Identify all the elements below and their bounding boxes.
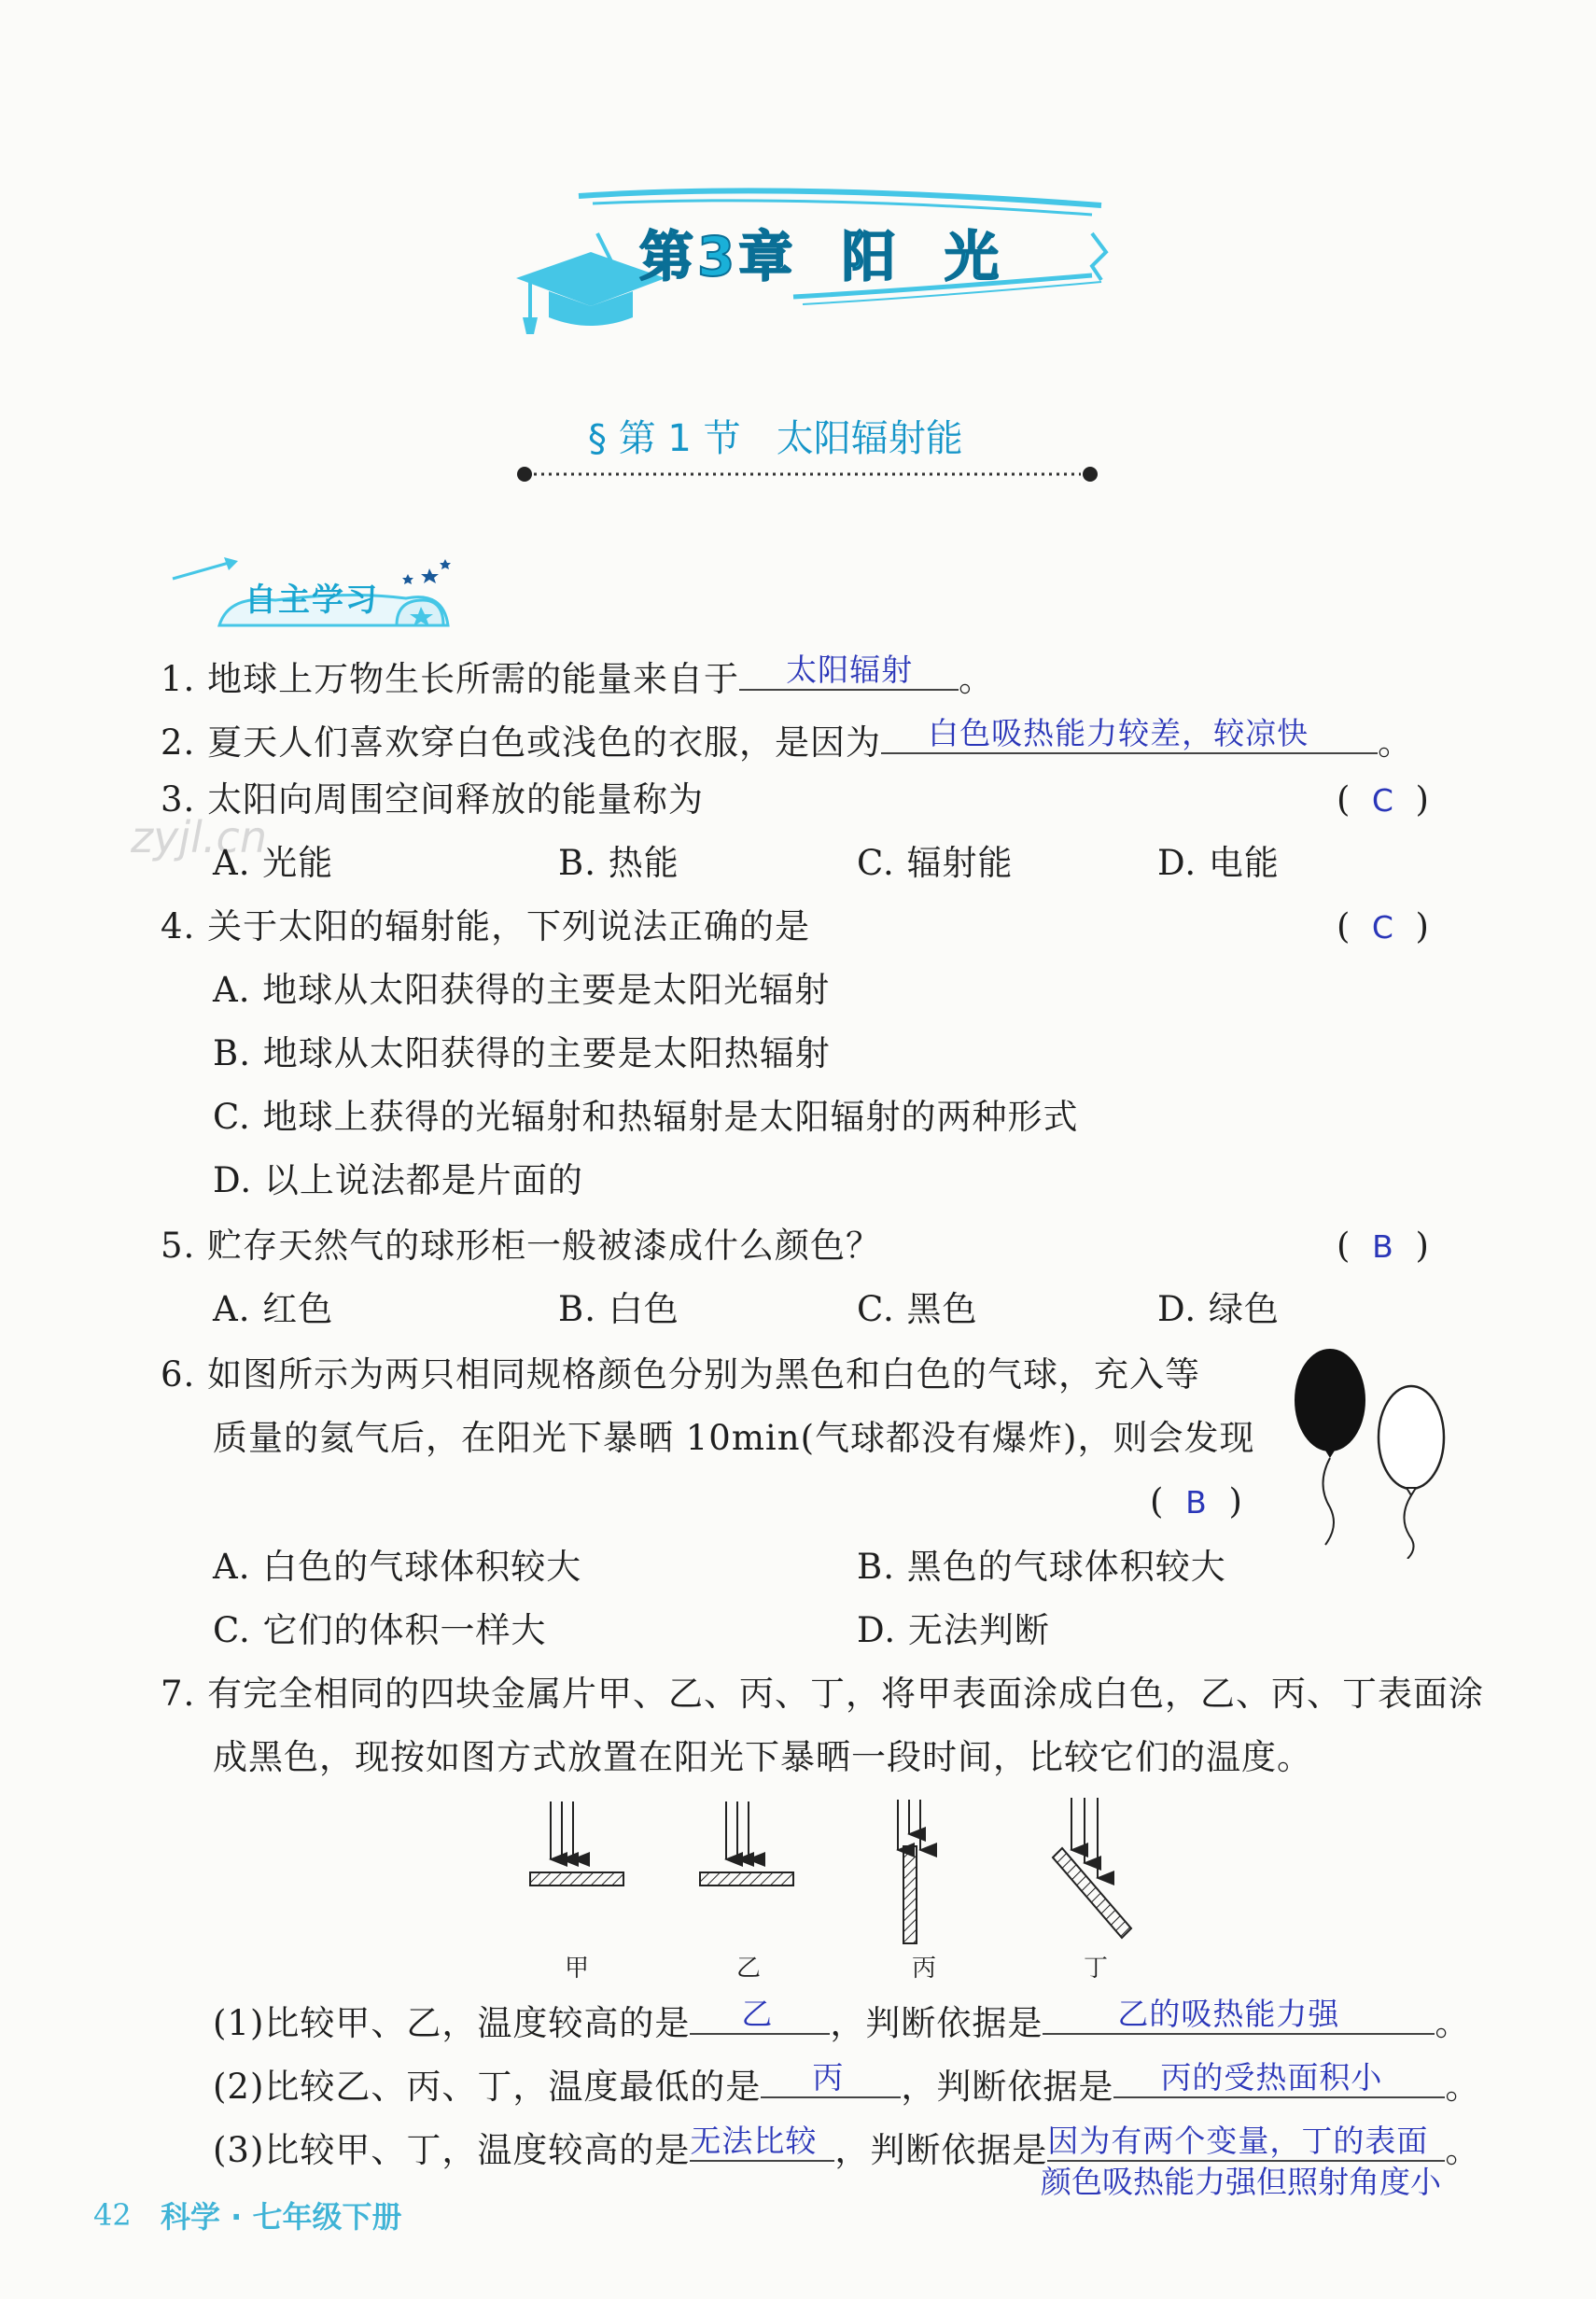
question-7-sub-3-answer-3: 颜色吸热能力强但照射角度小 xyxy=(1041,2164,1441,2200)
question-1-blank xyxy=(739,652,959,691)
question-4-answer: C xyxy=(1371,909,1393,946)
question-6-line-2: 质量的氦气后，在阳光下暴晒 10min(气球都没有爆炸)，则会发现 xyxy=(213,1418,1255,1458)
question-3: 3. 太阳向周围空间释放的能量称为 xyxy=(161,779,705,820)
question-6-option-b: B. 黑色的气球体积较大 xyxy=(857,1547,1226,1587)
question-4-option-c: C. 地球上获得的光辐射和热辐射是太阳辐射的两种形式 xyxy=(213,1097,1079,1137)
figure-label-ding: 丁 xyxy=(1083,1955,1108,1983)
question-5-option-c: C. 黑色 xyxy=(857,1289,978,1329)
figure-label-yi: 乙 xyxy=(735,1955,761,1983)
question-3-option-b: B. 热能 xyxy=(558,843,679,883)
question-1-text: 1. 地球上万物生长所需的能量来自于 xyxy=(161,659,740,699)
question-3-option-c: C. 辐射能 xyxy=(857,843,1014,883)
question-5: 5. 贮存天然气的球形柜一般被漆成什么颜色？ xyxy=(161,1226,882,1266)
question-5-option-b: B. 白色 xyxy=(558,1289,679,1329)
question-5-answer-paren: ( B ) xyxy=(1337,1226,1429,1266)
question-2-text: 2. 夏天人们喜欢穿白色或浅色的衣服，是因为 xyxy=(161,722,882,763)
question-7-line-1: 7. 有完全相同的四块金属片甲、乙、丙、丁，将甲表面涂成白色，乙、丙、丁表面涂 xyxy=(161,1674,1485,1714)
question-6-option-d: D. 无法判断 xyxy=(857,1610,1050,1650)
question-7-sub-3: (3)比较甲、丁，温度较高的是 无法比较 ，判断依据是 因为有两个变量，丁的表面 。 xyxy=(213,2123,1481,2170)
question-4-option-a: A. 地球从太阳获得的主要是太阳光辐射 xyxy=(213,970,831,1010)
question-1-answer: 太阳辐射 xyxy=(786,652,914,688)
question-5-option-a: A. 红色 xyxy=(213,1289,334,1329)
question-5-option-d: D. 绿色 xyxy=(1157,1289,1280,1329)
question-2-answer: 白色吸热能力较差，较凉快 xyxy=(928,715,1309,751)
question-7-sub-3-blank-1 xyxy=(690,2123,834,2162)
chapter-title: 第3章 阳 光 xyxy=(639,225,1003,288)
question-7-sub-3-answer-1: 无法比较 xyxy=(690,2123,818,2159)
question-6-answer: B xyxy=(1185,1484,1207,1521)
plate-jia xyxy=(530,1801,623,1885)
question-7-sub-1-blank-2 xyxy=(1043,1996,1435,2035)
question-6-answer-paren: ( B ) xyxy=(1150,1481,1242,1521)
plate-ding xyxy=(1053,1798,1131,1938)
question-2: 2. 夏天人们喜欢穿白色或浅色的衣服，是因为 白色吸热能力较差，较凉快 。 xyxy=(161,715,1414,763)
question-7-sub-3-blank-2 xyxy=(1047,2123,1445,2162)
question-7-sub-3-answer-2: 因为有两个变量，丁的表面 xyxy=(1047,2123,1429,2159)
question-4-answer-paren: ( C ) xyxy=(1337,906,1429,946)
question-7-sub-2: (2)比较乙、丙、丁，温度最低的是 丙 ，判断依据是 丙的受热面积小 。 xyxy=(213,2059,1481,2107)
question-4-option-d: D. 以上说法都是片面的 xyxy=(213,1160,583,1200)
question-3-answer-paren: ( C ) xyxy=(1337,779,1429,820)
question-7-sub-2-blank-2 xyxy=(1113,2059,1445,2098)
question-3-answer: C xyxy=(1371,782,1393,819)
question-4: 4. 关于太阳的辐射能，下列说法正确的是 xyxy=(161,906,811,946)
question-1: 1. 地球上万物生长所需的能量来自于 太阳辐射 。 xyxy=(161,652,995,699)
question-3-option-d: D. 电能 xyxy=(1157,843,1280,883)
white-balloon xyxy=(1379,1386,1444,1559)
section-divider xyxy=(513,463,1101,485)
question-2-blank xyxy=(881,715,1378,754)
question-7-sub-2-answer-2: 丙的受热面积小 xyxy=(1160,2059,1383,2096)
section-title: § 第 1 节 太阳辐射能 xyxy=(588,417,963,460)
question-4-option-b: B. 地球从太阳获得的主要是太阳热辐射 xyxy=(213,1033,831,1073)
balloons-figure xyxy=(1288,1344,1456,1559)
book-title: 科学 · 七年级下册 xyxy=(161,2199,402,2235)
badge-label: 自主学习 xyxy=(245,582,379,619)
question-6-option-c: C. 它们的体积一样大 xyxy=(213,1610,547,1650)
question-7-sub-2-answer-1: 丙 xyxy=(812,2059,845,2096)
metal-plates-figure xyxy=(504,1792,1157,1960)
question-7-sub-1-answer-2: 乙的吸热能力强 xyxy=(1117,1996,1340,2032)
page-number: 42 xyxy=(93,2197,132,2233)
question-7-sub-1-blank-1 xyxy=(690,1996,830,2035)
question-7-line-2: 成黑色，现按如图方式放置在阳光下暴晒一段时间，比较它们的温度。 xyxy=(213,1737,1312,1777)
question-5-answer: B xyxy=(1372,1228,1393,1265)
black-balloon xyxy=(1295,1349,1365,1545)
question-7-sub-1: (1)比较甲、乙，温度较高的是 乙 ，判断依据是 乙的吸热能力强 。 xyxy=(213,1996,1471,2043)
watermark: zyjl.cn xyxy=(131,812,267,862)
question-3-option-a: A. 光能 xyxy=(213,843,334,883)
plate-bing xyxy=(898,1800,920,1943)
question-7-sub-2-blank-1 xyxy=(761,2059,901,2098)
question-6-option-a: A. 白色的气球体积较大 xyxy=(213,1547,582,1587)
figure-label-jia: 甲 xyxy=(564,1955,589,1983)
question-6-line-1: 6. 如图所示为两只相同规格颜色分别为黑色和白色的气球，充入等 xyxy=(161,1354,1201,1395)
figure-label-bing: 丙 xyxy=(911,1955,936,1983)
plate-yi xyxy=(700,1801,793,1885)
question-7-sub-1-answer-1: 乙 xyxy=(741,1996,774,2032)
